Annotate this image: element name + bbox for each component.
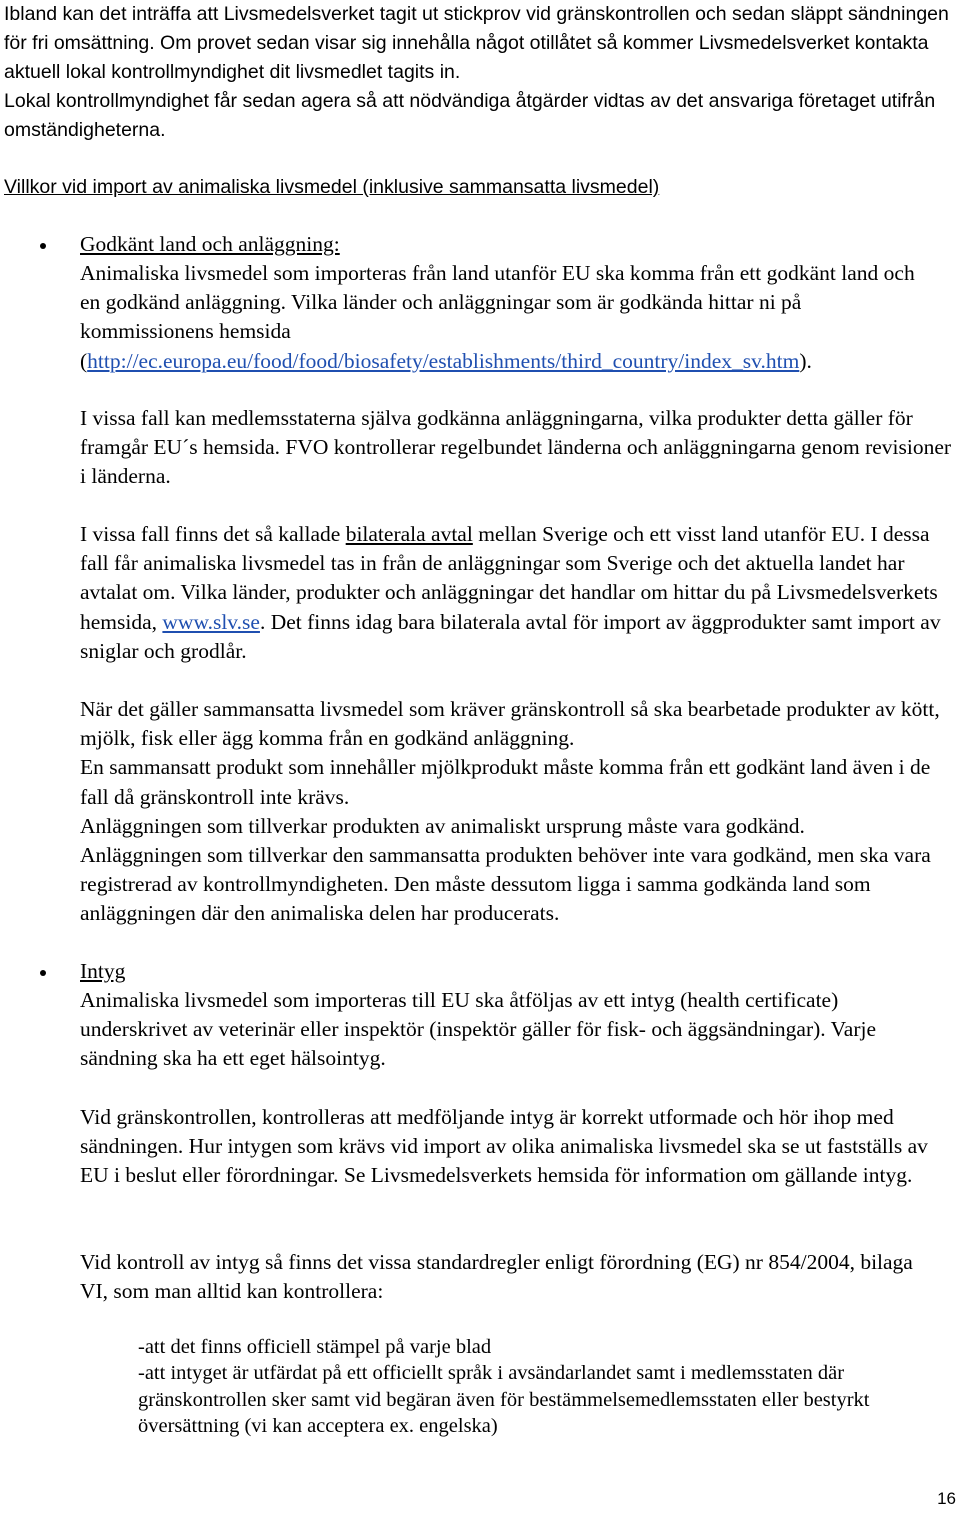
item1-p3-text: I vissa fall finns det så kallade [80,522,346,546]
item1-p4-line-2: En sammansatt produkt som innehåller mjölkprodukt måste komma från ett godkänt land även i de fall då gränskontroll inte krävs. [80,755,931,809]
section-heading: Villkor vid import av animaliska livsmedel (inklusive sammansatta livsmedel) [4,176,660,198]
item1-p1-text: Animaliska livsmedel som importeras från land utanför EU ska komma från ett godkänt land och en godkänd anläggning. Vilka länder och anläggningar som är godkända hittar ni på kommissionens hemsida ( [80,261,915,373]
item2-paragraph-1: Animaliska livsmedel som importeras till EU ska åtföljas av ett intyg (health certificate) underskrivet av veterinär eller inspektör (inspektör gäller för fisk- och äggsändningar). Varje sändning ska ha ett eget hälsointyg. [80,988,877,1071]
bilateral-agreements-text: bilaterala avtal [345,522,473,546]
intro-paragraph: Ibland kan det inträffa att Livsmedelsverket tagit ut stickprov vid gränskontrollen och sedan släppt sändningen för fri omsättning. Om provet sedan visar sig innehålla något otillåtet så kommer Livsmedelsverket kontakta aktuell lokal kontrollmyndighet dit livsmedlet tagits in. [4,3,949,83]
bullet-icon [40,970,46,976]
item1-p3-text-2: mellan Sverige och ett visst land utanför EU. I dessa fall får animaliska livsmedel tas in från de anläggningar som Sverige och det aktuella landet har avtalat om. Vilka länder, produkter och anläggningar det handlar om hittar du på Livsmedelsverkets hemsida, [80,522,938,634]
item2-paragraph-3: Vid kontroll av intyg så finns det vissa standardregler enligt förordning (EG) nr 854/2004, bilaga VI, som man alltid kan kontrollera: [80,1250,913,1304]
item1-p3-text-3: . Det finns idag bara bilaterala avtal för import av äggprodukter samt import av sniglar och grodlår. [80,609,941,663]
intro-paragraph-2: Lokal kontrollmyndighet får sedan agera så att nödvändiga åtgärder vidtas av det ansvariga företaget utifrån omständigheterna. [4,90,936,141]
item1-paragraph-4 [80,695,960,929]
item2-dash-1: -att det finns officiell stämpel på varje blad [138,1336,492,1358]
slv-link[interactable]: www.slv.se [162,609,260,634]
item1-paragraph-2: I vissa fall kan medlemsstaterna själva godkänna anläggningarna, vilka produkter detta gäller för framgår EU´s hemsida. FVO kontrollerar regelbundet länderna och anläggningarna genom revisioner i länderna. [80,406,952,489]
item1-p4-line-1: När det gäller sammansatta livsmedel som kräver gränskontroll så ska bearbetade produkter av kött, mjölk, fisk eller ägg komma från en godkänd anläggning. [80,697,940,751]
item1-p4-line-3: Anläggningen som tillverkar produkten av animaliskt ursprung måste vara godkänd. [80,813,805,838]
item2-dash-2: -att intyget är utfärdat på ett officiellt språk i avsändarlandet samt i medlemsstaten där gränskontrollen sker samt vid begäran även för bestämmelsemedlemsstaten eller bestyrkt översättning (vi kan acceptera ex. engelska) [138,1362,870,1437]
item1-p4-line-4: Anläggningen som tillverkar den sammansatta produkten behöver inte vara godkänd, men ska vara registrerad av kontrollmyndigheten. Den måste dessutom ligga i samma godkända land som anläggningen där den animaliska delen har producerats. [80,843,931,926]
page-number: 16 [937,1489,956,1508]
item1-p1-end: ). [799,348,812,373]
item1-paragraph-3 [80,520,960,666]
bullet-icon [40,243,46,249]
item2-paragraph-2: Vid gränskontrollen, kontrolleras att medföljande intyg är korrekt utformade och hör ihop med sändningen. Hur intygen som krävs vid import av olika animaliska livsmedel ska se ut fastställs av EU i beslut eller förordningar. Se Livsmedelsverkets hemsida för information om gällande intyg. [80,1105,928,1188]
commission-link[interactable]: http://ec.europa.eu/food/food/biosafety/establishments/third_country/index_sv.htm [87,348,800,373]
item1-paragraph-1 [80,259,915,376]
item2-heading: Intyg [80,959,126,983]
item1-heading: Godkänt land och anläggning: [80,232,340,256]
